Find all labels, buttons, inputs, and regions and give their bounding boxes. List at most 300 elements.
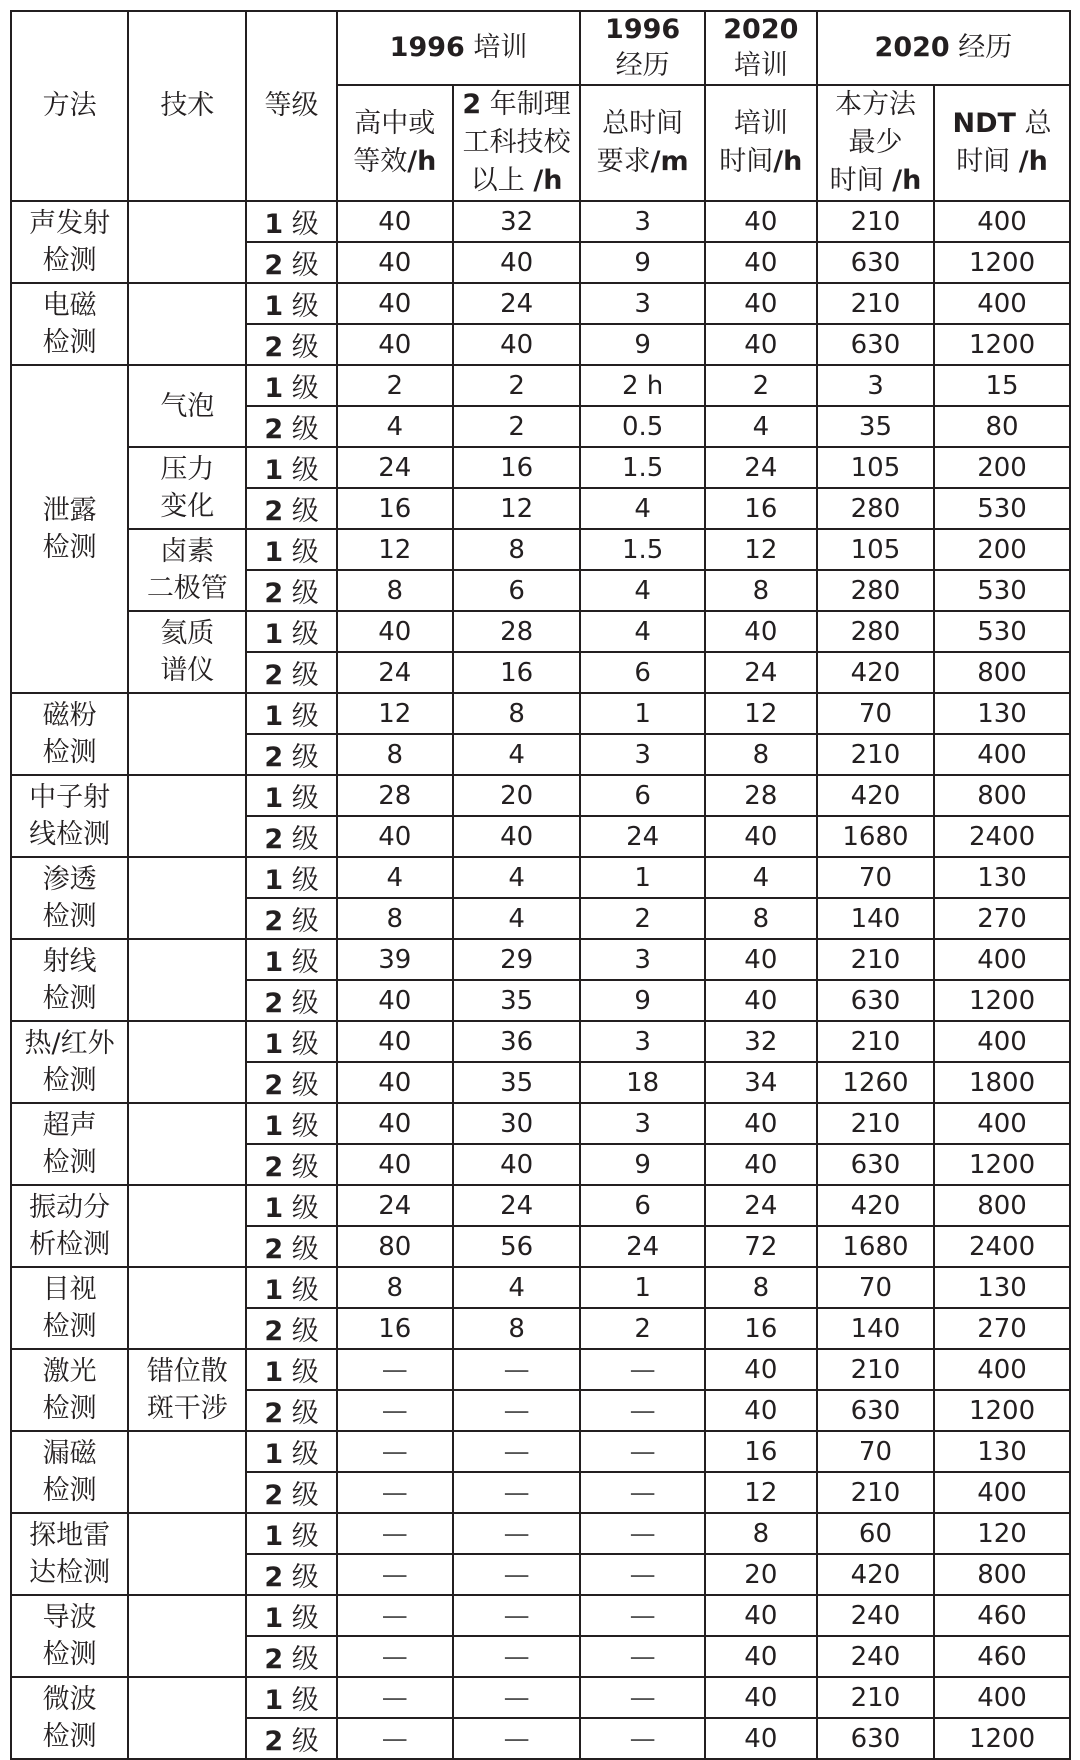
ndt-total-hours-cell: 800 — [934, 1554, 1070, 1595]
ndt-total-hours-cell: 1200 — [934, 1718, 1070, 1759]
technique-cell — [128, 1021, 246, 1103]
level-number: 2 — [264, 332, 284, 363]
technique-cell — [128, 1267, 246, 1349]
min-method-hours-cell: 60 — [817, 1513, 934, 1554]
techschool-hours-cell: 40 — [453, 324, 581, 365]
highschool-hours-cell: 8 — [337, 570, 453, 611]
level-suffix: 级 — [291, 1726, 319, 1757]
highschool-hours-cell: 24 — [337, 1185, 453, 1226]
level-suffix: 级 — [291, 1439, 319, 1470]
highschool-hours-cell: 12 — [337, 693, 453, 734]
method-label-line: 检测 — [42, 245, 97, 276]
experience-months-cell: — — [580, 1390, 704, 1431]
highschool-hours-cell: — — [337, 1718, 453, 1759]
technique-label-line: 变化 — [160, 491, 215, 522]
techschool-hours-cell: 16 — [453, 447, 581, 488]
ndt-total-hours-cell: 2400 — [934, 1226, 1070, 1267]
highschool-hours-cell: 40 — [337, 324, 453, 365]
min-method-hours-cell: 70 — [817, 1267, 934, 1308]
level-number: 2 — [264, 1152, 284, 1183]
level-number: 2 — [264, 1070, 284, 1101]
highschool-hours-cell: 16 — [337, 488, 453, 529]
method-label-line: 检测 — [42, 1393, 97, 1424]
header-method: 方法 — [11, 11, 128, 201]
ndt-total-hours-cell: 530 — [934, 570, 1070, 611]
ndt-total-hours-cell: 130 — [934, 1267, 1070, 1308]
method-label-line: 渗透 — [42, 864, 97, 895]
header-training-time — [705, 85, 817, 201]
technique-label-line: 二极管 — [146, 573, 228, 604]
techschool-hours-cell: — — [453, 1513, 581, 1554]
header-techschool-line1: 年制理 — [481, 89, 571, 120]
min-method-hours-cell: 35 — [817, 406, 934, 447]
experience-months-cell: 9 — [580, 242, 704, 283]
ndt-total-hours-cell: 400 — [934, 1472, 1070, 1513]
experience-months-cell: 4 — [580, 611, 704, 652]
level-suffix: 级 — [291, 1480, 319, 1511]
ndt-total-hours-cell: 270 — [934, 898, 1070, 939]
header-level: 等级 — [246, 11, 336, 201]
method-cell — [11, 1513, 128, 1595]
level-suffix: 级 — [291, 1357, 319, 1388]
training-hours-cell: 40 — [705, 242, 817, 283]
level-cell — [246, 857, 336, 898]
min-method-hours-cell: 1680 — [817, 1226, 934, 1267]
training-hours-cell: 40 — [705, 1103, 817, 1144]
training-hours-cell: 40 — [705, 1636, 817, 1677]
highschool-hours-cell: 40 — [337, 1062, 453, 1103]
highschool-hours-cell: — — [337, 1431, 453, 1472]
training-hours-cell: 4 — [705, 857, 817, 898]
level-number: 2 — [264, 1726, 284, 1757]
method-cell — [11, 693, 128, 775]
techschool-hours-cell: 24 — [453, 283, 581, 324]
techschool-hours-cell: — — [453, 1472, 581, 1513]
techschool-hours-cell: 4 — [453, 857, 581, 898]
techschool-hours-cell: 16 — [453, 652, 581, 693]
experience-months-cell: 3 — [580, 283, 704, 324]
header-ndt-total-unit: /h — [1018, 146, 1048, 177]
experience-months-cell: 9 — [580, 1144, 704, 1185]
technique-cell — [128, 1431, 246, 1513]
header-total-time-line2a: 要求 — [596, 146, 651, 177]
training-hours-cell: 8 — [705, 734, 817, 775]
method-label-line: 检测 — [42, 532, 97, 563]
header-min-time-line1: 本方法 — [834, 89, 916, 120]
level-number: 1 — [264, 1275, 284, 1306]
level-suffix: 级 — [291, 619, 319, 650]
header-techschool-line2: 工科技校 — [462, 127, 571, 158]
level-suffix: 级 — [291, 209, 319, 240]
header-ndt-total-line2a: 时间 — [956, 146, 1019, 177]
min-method-hours-cell: 280 — [817, 570, 934, 611]
table-row — [11, 365, 1070, 406]
highschool-hours-cell: 24 — [337, 652, 453, 693]
method-cell — [11, 1431, 128, 1513]
technique-cell — [128, 1185, 246, 1267]
method-label-line: 射线 — [42, 946, 97, 977]
highschool-hours-cell: — — [337, 1472, 453, 1513]
level-cell — [246, 406, 336, 447]
training-hours-cell: 24 — [705, 1185, 817, 1226]
level-suffix: 级 — [291, 1316, 319, 1347]
level-suffix: 级 — [291, 1398, 319, 1429]
highschool-hours-cell: 40 — [337, 611, 453, 652]
level-cell — [246, 693, 336, 734]
training-hours-cell: 40 — [705, 980, 817, 1021]
experience-months-cell: 6 — [580, 775, 704, 816]
highschool-hours-cell: 16 — [337, 1308, 453, 1349]
table-row — [11, 1431, 1070, 1472]
header-highschool-unit: /h — [407, 146, 437, 177]
level-number: 1 — [264, 1603, 284, 1634]
technique-cell — [128, 1349, 246, 1431]
level-cell — [246, 1431, 336, 1472]
techschool-hours-cell: — — [453, 1595, 581, 1636]
highschool-hours-cell: 40 — [337, 242, 453, 283]
level-suffix: 级 — [291, 1685, 319, 1716]
training-hours-cell: 20 — [705, 1554, 817, 1595]
ndt-total-hours-cell: 530 — [934, 488, 1070, 529]
level-suffix: 级 — [291, 1070, 319, 1101]
method-label-line: 检测 — [42, 1147, 97, 1178]
level-suffix: 级 — [291, 373, 319, 404]
experience-months-cell: — — [580, 1554, 704, 1595]
experience-months-cell: 3 — [580, 734, 704, 775]
level-number: 2 — [264, 988, 284, 1019]
table-row — [11, 857, 1070, 898]
highschool-hours-cell: 40 — [337, 283, 453, 324]
header-techschool-num: 2 — [462, 89, 482, 120]
techschool-hours-cell: 4 — [453, 1267, 581, 1308]
level-number: 2 — [264, 660, 284, 691]
level-number: 1 — [264, 537, 284, 568]
experience-months-cell: — — [580, 1595, 704, 1636]
training-hours-cell: 12 — [705, 1472, 817, 1513]
highschool-hours-cell: 40 — [337, 1021, 453, 1062]
min-method-hours-cell: 240 — [817, 1636, 934, 1677]
technique-label-line: 氦质 — [160, 618, 215, 649]
techschool-hours-cell: — — [453, 1677, 581, 1718]
method-cell — [11, 1267, 128, 1349]
method-cell — [11, 1595, 128, 1677]
level-suffix: 级 — [291, 291, 319, 322]
level-number: 2 — [264, 578, 284, 609]
highschool-hours-cell: 28 — [337, 775, 453, 816]
level-cell — [246, 570, 336, 611]
header-1996-experience — [580, 11, 704, 85]
training-hours-cell: 40 — [705, 201, 817, 242]
highschool-hours-cell: 12 — [337, 529, 453, 570]
level-cell — [246, 1144, 336, 1185]
method-label-line: 电磁 — [42, 290, 97, 321]
level-cell — [246, 1390, 336, 1431]
ndt-total-hours-cell: 1200 — [934, 1144, 1070, 1185]
method-label-line: 泄露 — [42, 495, 97, 526]
level-number: 2 — [264, 1644, 284, 1675]
ndt-total-hours-cell: 2400 — [934, 816, 1070, 857]
ndt-total-hours-cell: 130 — [934, 1431, 1070, 1472]
level-number: 1 — [264, 783, 284, 814]
level-number: 2 — [264, 1234, 284, 1265]
experience-months-cell: — — [580, 1718, 704, 1759]
training-hours-cell: 16 — [705, 1308, 817, 1349]
table-row — [11, 775, 1070, 816]
method-label-line: 检测 — [42, 327, 97, 358]
method-label-line: 目视 — [42, 1274, 97, 1305]
level-number: 2 — [264, 496, 284, 527]
training-hours-cell: 8 — [705, 1267, 817, 1308]
level-suffix: 级 — [291, 455, 319, 486]
techschool-hours-cell: 4 — [453, 898, 581, 939]
techschool-hours-cell: 32 — [453, 201, 581, 242]
ndt-total-hours-cell: 1800 — [934, 1062, 1070, 1103]
level-cell — [246, 980, 336, 1021]
table-row — [11, 1595, 1070, 1636]
header-technique: 技术 — [128, 11, 246, 201]
level-cell — [246, 939, 336, 980]
training-hours-cell: 28 — [705, 775, 817, 816]
training-hours-cell: 40 — [705, 1718, 817, 1759]
level-suffix: 级 — [291, 1603, 319, 1634]
level-cell — [246, 447, 336, 488]
training-hours-cell: 40 — [705, 1349, 817, 1390]
training-hours-cell: 24 — [705, 652, 817, 693]
training-hours-cell: 40 — [705, 1390, 817, 1431]
level-cell — [246, 1472, 336, 1513]
header-min-time — [817, 85, 934, 201]
header-ndt-total — [934, 85, 1070, 201]
technique-label-line: 压力 — [160, 454, 215, 485]
technique-cell — [128, 201, 246, 283]
experience-months-cell: 1 — [580, 693, 704, 734]
method-label-line: 析检测 — [29, 1229, 111, 1260]
highschool-hours-cell: 8 — [337, 1267, 453, 1308]
techschool-hours-cell: 8 — [453, 693, 581, 734]
method-cell — [11, 857, 128, 939]
ndt-total-hours-cell: 1200 — [934, 242, 1070, 283]
header-2020-training — [705, 11, 817, 85]
experience-months-cell: 4 — [580, 570, 704, 611]
techschool-hours-cell: 12 — [453, 488, 581, 529]
ndt-total-hours-cell: 400 — [934, 1103, 1070, 1144]
techschool-hours-cell: 36 — [453, 1021, 581, 1062]
level-cell — [246, 529, 336, 570]
level-cell — [246, 652, 336, 693]
techschool-hours-cell: 8 — [453, 1308, 581, 1349]
level-cell — [246, 1267, 336, 1308]
table-row — [11, 201, 1070, 242]
level-number: 2 — [264, 1480, 284, 1511]
level-cell — [246, 365, 336, 406]
level-cell — [246, 1062, 336, 1103]
technique-label-line: 卤素 — [160, 536, 215, 567]
header-ndt-total-line1: 总 — [1015, 108, 1052, 139]
technique-cell — [128, 611, 246, 693]
level-suffix: 级 — [291, 1521, 319, 1552]
method-label-line: 检测 — [42, 737, 97, 768]
ndt-total-hours-cell: 400 — [934, 1021, 1070, 1062]
training-hours-cell: 24 — [705, 447, 817, 488]
table-row — [11, 1513, 1070, 1554]
experience-months-cell: 6 — [580, 652, 704, 693]
ndt-total-hours-cell: 1200 — [934, 980, 1070, 1021]
techschool-hours-cell: 24 — [453, 1185, 581, 1226]
min-method-hours-cell: 630 — [817, 1144, 934, 1185]
ndt-total-hours-cell: 460 — [934, 1595, 1070, 1636]
table-row — [11, 283, 1070, 324]
header-ndt-total-ndt: NDT — [952, 108, 1016, 139]
ndt-total-hours-cell: 400 — [934, 939, 1070, 980]
level-cell — [246, 1185, 336, 1226]
header-1996-training — [337, 11, 581, 85]
level-suffix: 级 — [291, 1193, 319, 1224]
techschool-hours-cell: — — [453, 1390, 581, 1431]
techschool-hours-cell: 30 — [453, 1103, 581, 1144]
technique-cell — [128, 1595, 246, 1677]
header-highschool-line1: 高中或 — [354, 108, 436, 139]
header-min-time-unit: /h — [892, 165, 922, 196]
method-cell — [11, 365, 128, 693]
min-method-hours-cell: 630 — [817, 1718, 934, 1759]
table-row — [11, 1677, 1070, 1718]
technique-cell — [128, 1513, 246, 1595]
training-hours-cell: 72 — [705, 1226, 817, 1267]
level-suffix: 级 — [291, 701, 319, 732]
highschool-hours-cell: 40 — [337, 201, 453, 242]
level-cell — [246, 1513, 336, 1554]
method-label-line: 检测 — [42, 983, 97, 1014]
level-number: 1 — [264, 1357, 284, 1388]
table-body — [11, 201, 1070, 1759]
method-label-line: 微波 — [42, 1684, 97, 1715]
techschool-hours-cell: 40 — [453, 242, 581, 283]
level-suffix: 级 — [291, 824, 319, 855]
technique-label-line: 气泡 — [160, 390, 215, 422]
highschool-hours-cell: 4 — [337, 406, 453, 447]
level-number: 1 — [264, 1439, 284, 1470]
experience-months-cell: 18 — [580, 1062, 704, 1103]
header-min-time-line3a: 时间 — [829, 165, 893, 196]
level-number: 1 — [264, 1521, 284, 1552]
highschool-hours-cell: — — [337, 1349, 453, 1390]
header-total-time-req — [580, 85, 704, 201]
highschool-hours-cell: 40 — [337, 816, 453, 857]
method-cell — [11, 939, 128, 1021]
level-number: 2 — [264, 414, 284, 445]
experience-months-cell: 3 — [580, 939, 704, 980]
level-suffix: 级 — [291, 1111, 319, 1142]
header-2020-training-year: 2020 — [723, 14, 799, 45]
training-hours-cell: 4 — [705, 406, 817, 447]
ndt-total-hours-cell: 130 — [934, 857, 1070, 898]
header-training-time-unit: /h — [773, 146, 803, 177]
experience-months-cell: 3 — [580, 1021, 704, 1062]
level-cell — [246, 283, 336, 324]
table-row — [11, 611, 1070, 652]
techschool-hours-cell: 35 — [453, 1062, 581, 1103]
ndt-total-hours-cell: 800 — [934, 1185, 1070, 1226]
method-cell — [11, 201, 128, 283]
level-suffix: 级 — [291, 332, 319, 363]
min-method-hours-cell: 210 — [817, 1021, 934, 1062]
techschool-hours-cell: — — [453, 1431, 581, 1472]
experience-months-cell: 9 — [580, 980, 704, 1021]
level-cell — [246, 1554, 336, 1595]
techschool-hours-cell: 35 — [453, 980, 581, 1021]
ndt-total-hours-cell: 400 — [934, 734, 1070, 775]
table-row — [11, 939, 1070, 980]
level-cell — [246, 1021, 336, 1062]
header-techschool — [453, 85, 581, 201]
level-cell — [246, 1677, 336, 1718]
experience-months-cell: 1.5 — [580, 529, 704, 570]
level-cell — [246, 242, 336, 283]
training-hours-cell: 8 — [705, 570, 817, 611]
technique-cell — [128, 775, 246, 857]
min-method-hours-cell: 210 — [817, 939, 934, 980]
level-number: 1 — [264, 947, 284, 978]
min-method-hours-cell: 420 — [817, 1185, 934, 1226]
min-method-hours-cell: 1680 — [817, 816, 934, 857]
level-suffix: 级 — [291, 1152, 319, 1183]
techschool-hours-cell: — — [453, 1554, 581, 1595]
level-cell — [246, 201, 336, 242]
training-hours-cell: 40 — [705, 1144, 817, 1185]
method-label-line: 线检测 — [29, 819, 111, 850]
techschool-hours-cell: 8 — [453, 529, 581, 570]
method-label-line: 达检测 — [29, 1557, 111, 1588]
level-cell — [246, 611, 336, 652]
level-number: 1 — [264, 619, 284, 650]
min-method-hours-cell: 420 — [817, 652, 934, 693]
level-number: 2 — [264, 1398, 284, 1429]
table-row — [11, 1349, 1070, 1390]
header-1996-training-word: 培训 — [473, 32, 528, 63]
table-row — [11, 447, 1070, 488]
highschool-hours-cell: 24 — [337, 447, 453, 488]
highschool-hours-cell: 80 — [337, 1226, 453, 1267]
level-cell — [246, 488, 336, 529]
level-cell — [246, 1636, 336, 1677]
method-cell — [11, 1677, 128, 1759]
method-label-line: 检测 — [42, 1475, 97, 1506]
ndt-total-hours-cell: 15 — [934, 365, 1070, 406]
header-1996-experience-word: 经历 — [615, 50, 670, 81]
highschool-hours-cell: 4 — [337, 857, 453, 898]
experience-months-cell: — — [580, 1513, 704, 1554]
level-suffix: 级 — [291, 250, 319, 281]
min-method-hours-cell: 210 — [817, 1677, 934, 1718]
level-number: 1 — [264, 291, 284, 322]
experience-months-cell: 2 — [580, 898, 704, 939]
training-hours-cell: 40 — [705, 611, 817, 652]
techschool-hours-cell: 20 — [453, 775, 581, 816]
technique-label-line: 谱仪 — [160, 655, 215, 686]
highschool-hours-cell: 8 — [337, 898, 453, 939]
min-method-hours-cell: 280 — [817, 488, 934, 529]
ndt-total-hours-cell: 270 — [934, 1308, 1070, 1349]
highschool-hours-cell: 40 — [337, 980, 453, 1021]
level-number: 2 — [264, 250, 284, 281]
level-number: 1 — [264, 1193, 284, 1224]
technique-cell — [128, 529, 246, 611]
header-highschool-line2a: 等效 — [353, 146, 408, 177]
method-cell — [11, 775, 128, 857]
experience-months-cell: — — [580, 1431, 704, 1472]
header-min-time-line2: 最少 — [848, 127, 903, 158]
level-suffix: 级 — [291, 947, 319, 978]
